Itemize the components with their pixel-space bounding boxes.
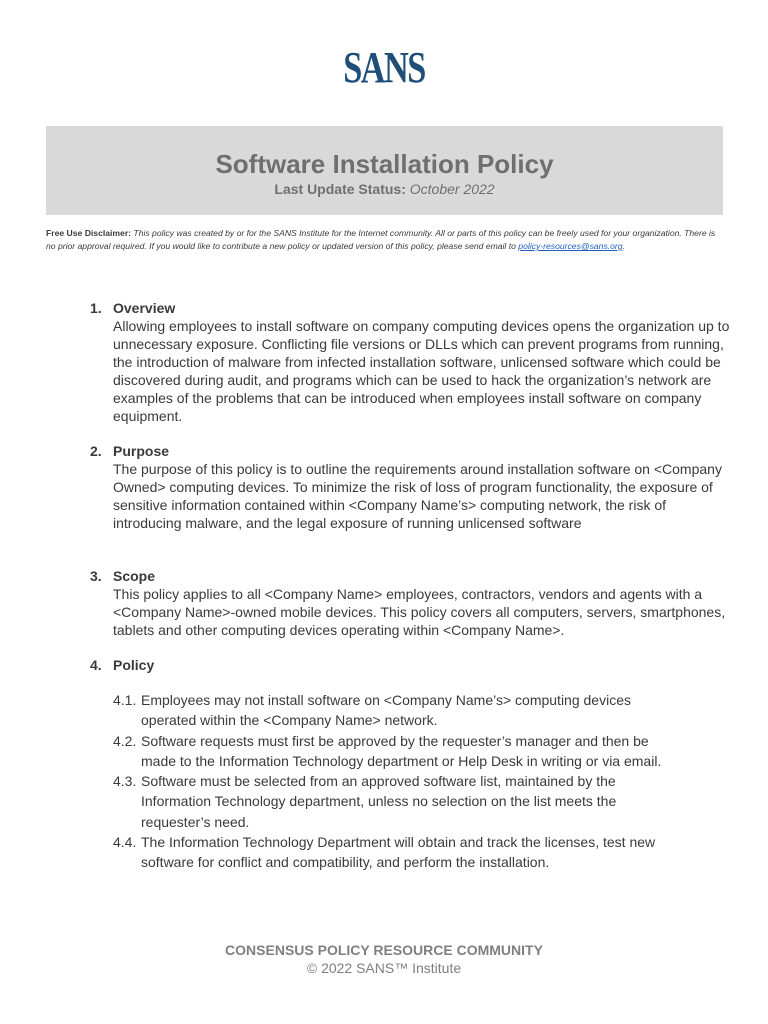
section-title: Purpose [113,443,170,459]
footer-community: CONSENSUS POLICY RESOURCE COMMUNITY [225,942,543,958]
list-item-number: 4.3. [113,773,137,790]
disclaimer-end: . [622,241,625,251]
free-use-disclaimer [46,227,726,253]
section-heading [90,567,730,585]
section-body: This policy applies to all <Company Name> employees, contractors, vendors and agents with a <Company Name>-owned mobile devices. This policy covers all computers, servers, smartphones, tablets and other computing devices operating within <Company Name>. [113,586,726,638]
list-item-text: The Information Technology Department will obtain and track the licenses, test new software for conflict and compatibility, and perform the installation. [141,834,656,871]
section-scope [90,567,730,639]
section-body: The purpose of this policy is to outline the requirements around installation software on <Company Owned> computing devices. To minimize the risk of loss of program functionality, the exposure of sensitive information contained within <Company Name’s> computing network, the risk of introducing malware, and the legal exposure of running unlicensed software [113,461,722,531]
section-policy [90,656,730,674]
section-title: Policy [113,657,155,673]
title-banner [46,126,723,215]
list-item [113,731,673,772]
list-item-text: Employees may not install software on <Company Name’s> computing devices operated within the <Company Name> network. [141,692,631,729]
section-title: Overview [113,300,176,316]
disclaimer-label: Free Use Disclaimer: [46,228,132,238]
section-heading [90,656,730,674]
policy-list [113,690,673,873]
section-overview [90,299,730,425]
list-item-text: Software must be selected from an approved software list, maintained by the Information Technology department, unless no selection on the list meets the requester’s need. [141,773,617,830]
list-item [113,832,673,873]
email-link[interactable]: policy-resources@sans.org [518,241,623,251]
list-item-number: 4.2. [113,732,137,749]
disclaimer-text: This policy was created by or for the SANS Institute for the Internet community. All or parts of this policy can be freely used for your organization. There is no prior approval required. If you would like to contribute a new policy or updated version of this policy, please send email to [46,228,716,251]
section-number: 1. [90,300,102,316]
list-item-number: 4.1. [113,692,137,708]
list-item [113,690,673,731]
section-purpose [90,442,730,532]
list-item [113,771,673,832]
update-status [46,180,723,198]
section-heading [90,299,730,317]
page-title: Software Installation Policy [215,149,554,179]
list-item-number: 4.4. [113,834,137,851]
update-status-label: Last Update Status: [274,181,406,197]
section-heading [90,442,730,460]
list-item-text: Software requests must first be approved by the requester’s manager and then be made to the Information Technology department or Help Desk in writing or via email. [141,732,662,769]
section-number: 3. [90,568,102,584]
sans-logo: SANS [343,43,425,92]
footer-copyright: © 2022 SANS™ Institute [306,960,462,976]
section-title: Scope [113,568,156,584]
section-body: Allowing employees to install software on company computing devices opens the organization up to unnecessary exposure. Conflicting file versions or DLLs which can prevent programs from running, the introduction of malware from infected installation software, unlicensed software which could be discovered during audit, and programs which can be used to hack the organization’s network are examples of the problems that can be introduced when employees install software on company equipment. [113,318,730,424]
section-number: 2. [90,443,102,459]
section-number: 4. [90,657,102,673]
update-status-value: October 2022 [409,181,495,197]
